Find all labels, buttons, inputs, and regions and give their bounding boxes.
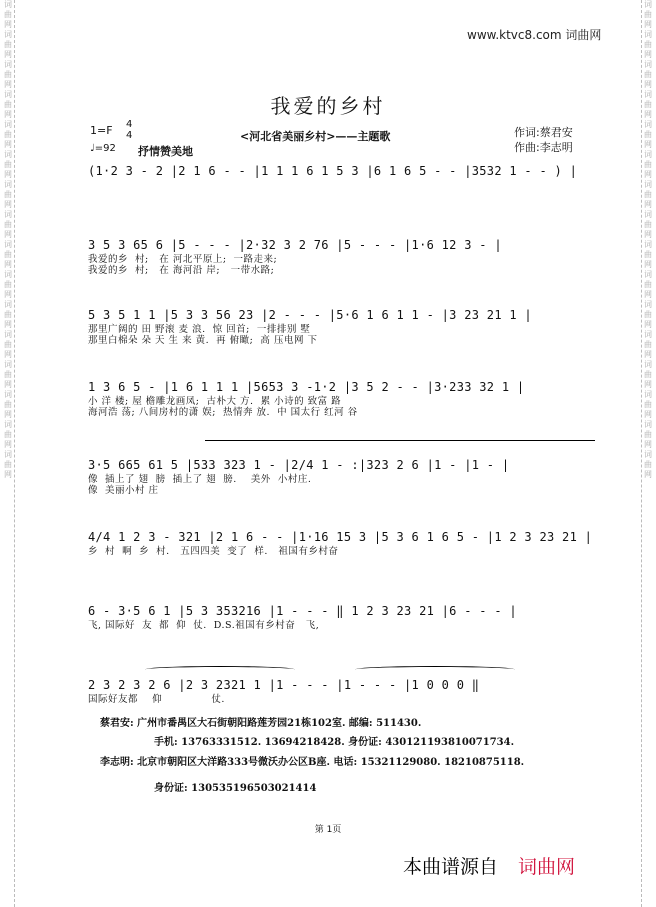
- score-system-6: [88, 528, 593, 557]
- notation-line: 6 - 3·5 6 1 |5 3 353216 |1 - - - ‖ 1 2 3 23 21 |6 - - - |: [88, 604, 517, 618]
- lyric-verse-1: 像 插上了 翅 膀 插上了 翅 膀. 美外 小村庄.: [88, 474, 312, 485]
- lyric-verse-2: 我爱的乡 村; 在 海河沿 岸; 一带水路;: [88, 265, 275, 276]
- notation-line: 3 5 3 65 6 |5 - - - |2·32 3 2 76 |5 - - - |1·6 12 3 - |: [88, 238, 502, 252]
- score-system-8: [88, 676, 593, 705]
- notation-line: 4/4 1 2 3 - 321 |2 1 6 - - |1·16 15 3 |5 3 6 1 6 5 - |1 2 3 23 21 |: [88, 530, 593, 544]
- composer-credit: 作曲:李志明: [514, 141, 573, 154]
- key-signature: 1=F: [90, 124, 113, 137]
- lyric-verse-2: 海河浩 荡; 八间房村的潇 娱; 热情奔 放. 中 国太行 红河 谷: [88, 407, 358, 418]
- score-system-4: [88, 378, 593, 418]
- contact-composer: 李志明: 北京市朝阳区大洋路333号微沃办公区B座. 电话: 15321129080. 18210875118.: [100, 757, 525, 768]
- notation-line: (1·2 3 - 2 |2 1 6 - - |1 1 1 6 1 5 3 |6 1 6 5 - - |3532 1 - - ) |: [88, 164, 578, 178]
- source-text: 本曲谱源自: [403, 856, 499, 878]
- score-system-5: [88, 456, 593, 496]
- score-system-3: [88, 306, 593, 346]
- slur-arc: [355, 666, 515, 673]
- source-footer[interactable]: [403, 852, 575, 879]
- source-brand[interactable]: 词曲网: [518, 856, 576, 878]
- time-signature: [126, 119, 132, 141]
- lyric-verse-2: 像 美丽小村 庄: [88, 485, 159, 496]
- lyric-verse-1: 那里广阔的 田 野滚 麦 浪. 惊 回首; 一排排别 墅: [88, 324, 311, 335]
- watermark-left: 词曲网词曲网词曲网词曲网词曲网词曲网词曲网词曲网词曲网词曲网词曲网词曲网词曲网词曲网词曲网词曲网: [4, 0, 12, 479]
- time-sig-top: 4: [126, 119, 133, 130]
- notation-line: 1 3 6 5 - |1 6 1 1 1 |5653 3 -1·2 |3 5 2 - - |3·233 32 1 |: [88, 380, 525, 394]
- site-header[interactable]: www.ktvc8.com 词曲网: [467, 28, 602, 42]
- notation-line: 2 3 2 3 2 6 |2 3 2321 1 |1 - - - |1 - - - |1 0 0 0 ‖: [88, 678, 480, 692]
- contact-composer-id: 身份证: 130535196503021414: [154, 783, 317, 794]
- lyricist-credit: 作词:蔡君安: [514, 126, 573, 139]
- slur-arc: [145, 666, 295, 673]
- contact-lyricist-address: 蔡君安: 广州市番禺区大石街朝阳路莲芳园21栋102室. 邮编: 511430.: [100, 718, 422, 729]
- lyric-verse-1: 飞, 国际好 友 都 仰 仗. D.S.祖国有乡村奋 飞,: [88, 620, 320, 631]
- notation-line: 5 3 5 1 1 |5 3 3 56 23 |2 - - - |5·6 1 6 1 1 - |3 23 21 1 |: [88, 308, 532, 322]
- lyric-verse-1: 国际好友都 仰 仗.: [88, 694, 225, 705]
- score-system-2: [88, 236, 593, 276]
- time-sig-bottom: 4: [126, 130, 133, 141]
- score-system-7: [88, 602, 593, 631]
- notation-line: 3·5 665 61 5 |533 323 1 - |2/4 1 - :|323 2 6 |1 - |1 - |: [88, 458, 510, 472]
- lyric-verse-1: 乡 村 啊 乡 村. 五四四美 变了 样. 祖国有乡村奋: [88, 546, 339, 557]
- contact-lyricist-phone: 手机: 13763331512. 13694218428. 身份证: 430121193810071734.: [154, 737, 515, 748]
- lyric-verse-1: 我爱的乡 村; 在 河北平原上; 一路走来;: [88, 254, 278, 265]
- lyric-verse-1: 小 洋 楼; 屋 檐雕龙画凤; 古朴大 方. 累 小诗的 致富 路: [88, 396, 342, 407]
- expression-mark: 抒情赞美地: [138, 145, 193, 158]
- subtitle: <河北省美丽乡村>——主题歌: [240, 130, 391, 143]
- score-system-1: [88, 162, 593, 180]
- watermark-right: 词曲网词曲网词曲网词曲网词曲网词曲网词曲网词曲网词曲网词曲网词曲网词曲网词曲网词曲网词曲网词曲网: [644, 0, 652, 479]
- song-title: 我爱的乡村: [270, 94, 386, 118]
- volta-bracket: [205, 440, 595, 441]
- tempo-mark: ♩=92: [90, 143, 116, 154]
- lyric-verse-2: 那里白棉朵 朵 天 生 来 黄. 再 俯瞰; 高 压电网 下: [88, 335, 318, 346]
- page-number: 第 1页: [314, 825, 342, 835]
